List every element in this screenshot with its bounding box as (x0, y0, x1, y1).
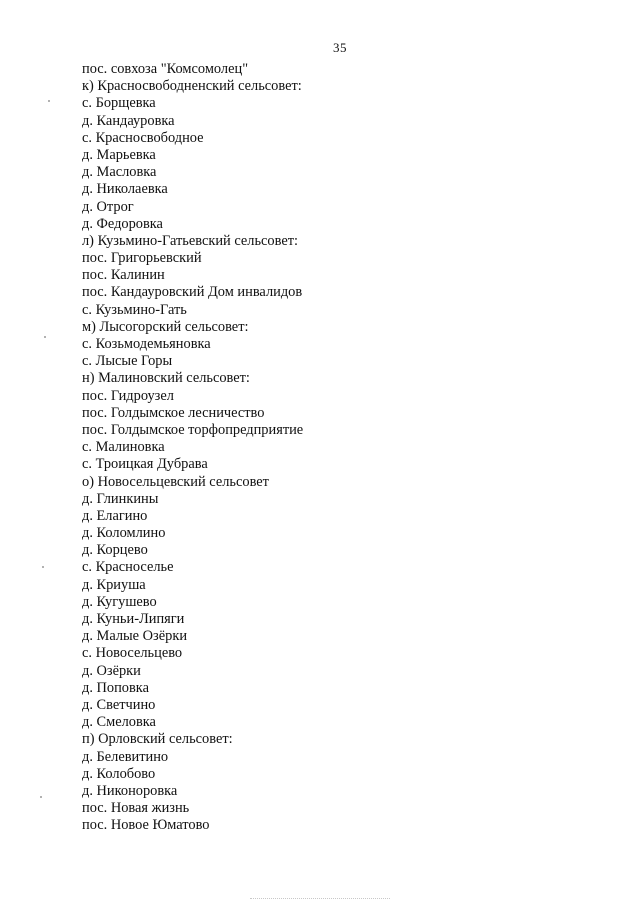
list-line: пос. Новое Юматово (82, 817, 210, 834)
list-line: д. Николаевка (82, 181, 168, 198)
list-line: д. Кандауровка (82, 112, 175, 129)
list-line: к) Красносвободненский сельсовет: (82, 78, 302, 95)
list-line: д. Малые Озёрки (82, 628, 188, 645)
list-line: д. Поповка (82, 679, 149, 696)
list-line: д. Марьевка (82, 146, 156, 163)
list-line: д. Масловка (82, 164, 157, 181)
list-line: д. Коломлино (82, 525, 166, 542)
list-line: д. Озёрки (82, 662, 141, 679)
list-line: с. Новосельцево (82, 645, 183, 662)
scan-speck (42, 566, 44, 568)
list-line: о) Новосельцевский сельсовет (82, 473, 269, 490)
list-line: пос. Калинин (82, 267, 165, 284)
list-line: с. Кузьмино-Гать (82, 301, 187, 318)
list-line: н) Малиновский сельсовет: (82, 370, 250, 387)
list-line: д. Куньи-Липяги (82, 611, 185, 627)
list-line: с. Борщевка (82, 95, 156, 112)
list-line: д. Федоровка (82, 215, 163, 232)
list-line: с. Красноселье (82, 559, 174, 576)
list-line: д. Белевитино (82, 748, 169, 765)
list-line: д. Смеловка (82, 714, 156, 731)
list-line: пос. Голдымское лесничество (82, 404, 265, 421)
settlement-list (82, 61, 303, 834)
list-line: с. Козьмодемьяновка (82, 336, 211, 352)
list-line: д. Кугушево (82, 593, 157, 610)
list-line: д. Глинкины (82, 490, 159, 507)
list-line: с. Малиновка (82, 439, 165, 456)
scan-speck (40, 796, 42, 798)
list-line: д. Никоноровка (82, 782, 178, 799)
list-line: д. Отрог (82, 198, 134, 215)
list-line: с. Красносвободное (82, 129, 204, 146)
page-number: 35 (333, 40, 347, 55)
list-line: пос. совхоза "Комсомолец" (82, 61, 249, 77)
list-line: м) Лысогорский сельсовет: (82, 318, 249, 335)
list-line: пос. Кандауровский Дом инвалидов (82, 284, 303, 301)
list-line: пос. Гидроузел (82, 387, 174, 404)
list-line: л) Кузьмино-Гатьевский сельсовет: (82, 232, 298, 249)
list-line: пос. Григорьевский (82, 250, 202, 267)
list-line: д. Колобово (82, 765, 156, 782)
list-line: д. Елагино (82, 507, 148, 524)
list-line: д. Корцево (82, 542, 148, 559)
list-line: пос. Новая жизнь (82, 800, 190, 817)
list-line: д. Криуша (82, 576, 146, 593)
list-line: с. Троицкая Дубрава (82, 456, 208, 473)
list-line: пос. Голдымское торфопредприятие (82, 421, 304, 438)
scan-footer-noise (250, 898, 390, 900)
scan-speck (48, 100, 50, 102)
scan-speck (44, 336, 46, 338)
list-line: д. Светчино (82, 696, 156, 713)
list-line: с. Лысые Горы (82, 353, 173, 370)
list-line: п) Орловский сельсовет: (82, 731, 233, 748)
